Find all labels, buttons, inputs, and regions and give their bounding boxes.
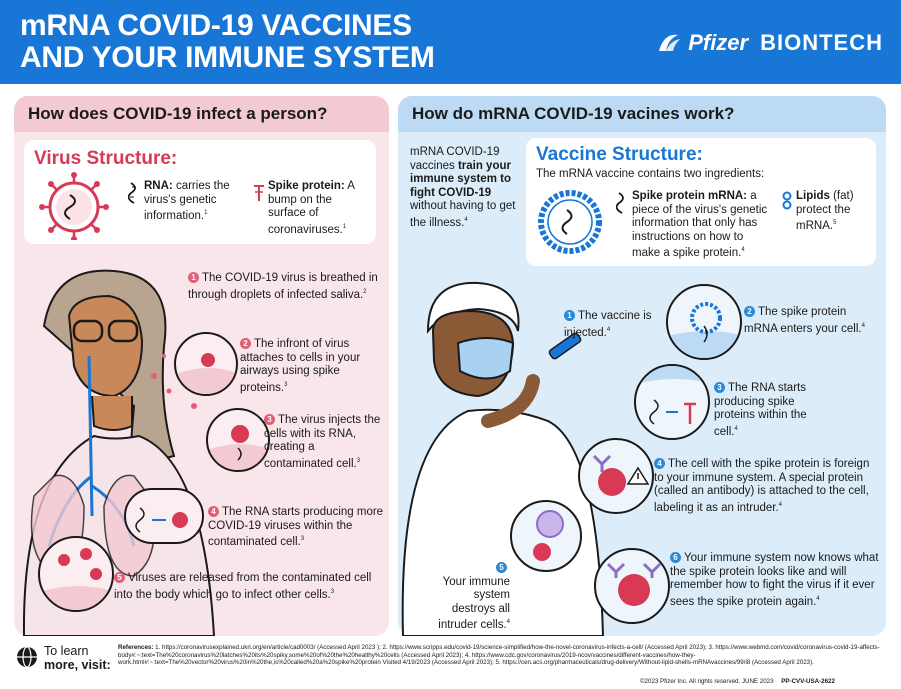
spike-production-circle	[634, 364, 710, 440]
infection-step-2	[240, 338, 390, 395]
step-sup: 4	[606, 326, 611, 333]
step-sup: 3	[284, 381, 288, 388]
step-sup: 4	[778, 501, 783, 508]
vaccine-step-2	[744, 306, 874, 336]
rna-sup: 1	[204, 210, 208, 216]
virus-structure-title: Virus Structure:	[34, 148, 178, 169]
immune-memory-circle	[594, 548, 670, 624]
infection-step-4	[208, 506, 384, 549]
rna-icon	[128, 182, 140, 204]
copyright-text: ©2023 Pfizer Inc. All rights reserved. JUNE 2023	[640, 678, 774, 685]
lipid-label: Lipids	[796, 190, 830, 202]
step-number: 5	[114, 572, 125, 583]
step-text: Viruses are released from the contaminated cell into the body which go to infect other cells.	[114, 572, 372, 601]
step-text: The vaccine is injected.	[564, 310, 652, 339]
step-number: 2	[744, 306, 755, 317]
intro-post: without having to get the illness.	[410, 200, 516, 229]
references-text: 1. https://coronavirusexplained.ukri.org/en/article/cad0003/ (Accessed April 2023 ); 2. https://www.scripps.edu/covid-19/science-simplified/how-the-novel-coronavirus-infects-a-cell/ (Accessed April 2023); 3. https://www.webmd.com/covid/coronavirus-covid-19-affects-body#:~:text=The%20coronavirus%20latches%20its%20spiky,some%20of%20the%20healthy%20cells (Accessed April 2023); 4. https://www.cdc.gov/coronavirus/2019-ncov/vaccines/different-vaccines/how-they-work.html#:~:text=The%20vector%20virus%20in%20the,is%20called%20a%20spike%20protein Visited 4/19/2023 (Accessed April 2023); 5. https://cen.acs.org/pharmaceuticals/drug-delivery/Without-lipid-shells-mRNAvaccines/99/i8 (Accessed April 2023).	[118, 644, 880, 667]
vaccine-step-1	[564, 310, 654, 340]
antibody-warning-icon	[580, 440, 654, 514]
globe-icon	[16, 646, 38, 668]
vaccine-step-4	[654, 458, 880, 515]
rna-text: carries the virus's genetic information.	[144, 180, 230, 222]
step-sup: 3	[330, 588, 335, 595]
step-number: 6	[670, 552, 681, 563]
vaccine-structure-card	[526, 138, 876, 266]
vaccine-step-5	[428, 562, 510, 632]
step-text: Your immune system now knows what the spike protein looks like and will remember how to fight the virus if it ever sees the spike protein again.	[670, 552, 879, 608]
copyright	[640, 678, 835, 686]
step-text: The cell with the spike protein is foreign to your immune system. A special protein (called an antibody) is attached to the cell, labeling it as an intruder.	[654, 458, 870, 514]
mrna-icon	[616, 192, 628, 214]
virus-icon	[34, 170, 114, 240]
vaccine-heading: How do mRNA COVID-19 vacines work?	[398, 96, 886, 132]
vaccine-panel	[398, 96, 886, 636]
lipid-icon	[782, 190, 792, 212]
page-title	[20, 10, 435, 74]
step-sup: 4	[861, 322, 865, 329]
rna-label: RNA:	[144, 180, 173, 192]
step-text: Your immune system destroys all intruder cells.	[438, 575, 510, 631]
step-text: The RNA starts producing more COVID-19 viruses within the contaminated cell.	[208, 506, 384, 548]
step-number: 3	[714, 382, 725, 393]
vaccine-step-3	[714, 382, 824, 439]
vaccine-intro	[410, 146, 522, 230]
intro-bold: train your immune system to fight COVID-19	[410, 159, 511, 199]
document-code: PP-CVV-USA-2622	[781, 678, 835, 685]
step-text: The infront of virus attaches to cells in your airways using spike proteins.	[240, 338, 361, 394]
title-line-2: AND YOUR IMMUNE SYSTEM	[20, 41, 435, 74]
infection-step-3	[264, 414, 384, 471]
lipid-text: (fat) protect the mRNA.	[796, 190, 854, 232]
mrna-description	[632, 190, 768, 260]
step-number: 4	[654, 458, 665, 469]
title-line-1: mRNA COVID-19 VACCINES	[20, 9, 412, 42]
replicate-cell-circle	[124, 488, 204, 544]
vaccine-step-6	[670, 552, 880, 609]
step-sup: 2	[363, 288, 367, 295]
footer	[0, 640, 901, 689]
step-sup: 4	[734, 425, 738, 432]
mrna-enters-circle	[666, 284, 742, 360]
intro-sup: 4	[464, 216, 468, 223]
spike-description	[268, 180, 372, 237]
inject-cell-circle	[206, 408, 270, 472]
infection-step-1	[188, 272, 384, 302]
step-sup: 3	[300, 536, 305, 542]
immune-destroy-circle	[510, 500, 582, 572]
learn-more-label	[44, 644, 111, 672]
rna-description	[144, 180, 244, 223]
lipid-nanoparticle-icon	[534, 186, 606, 258]
virus-inject-icon	[208, 410, 270, 472]
rna-replicate-icon	[126, 490, 204, 544]
references	[118, 644, 888, 667]
step-number: 4	[208, 506, 219, 517]
lipid-description	[796, 190, 872, 233]
mrna-text: a piece of the virus's genetic information that only has instructions on how to make a spike protein.	[632, 190, 768, 259]
vaccine-structure-title: Vaccine Structure:	[536, 144, 703, 165]
infection-panel	[14, 96, 389, 636]
step-text: The spike protein mRNA enters your cell.	[744, 306, 862, 335]
spike-text: A bump on the surface of coronaviruses.	[268, 180, 355, 236]
memory-antibody-icon	[596, 550, 670, 624]
spike-protein-icon	[252, 182, 266, 202]
step-sup: 4	[816, 595, 820, 602]
virus-structure-card	[24, 140, 376, 244]
step-text: The RNA starts producing spike proteins within the cell.	[714, 382, 807, 438]
learn-line-1: To learn	[44, 644, 89, 658]
header-banner	[0, 0, 901, 84]
spike-production-icon	[636, 366, 710, 440]
pfizer-mark-icon	[656, 31, 682, 55]
vaccine-structure-subtitle: The mRNA vaccine contains two ingredients:	[536, 168, 765, 180]
mrna-enter-icon	[668, 286, 742, 360]
step-number: 2	[240, 338, 251, 349]
step-sup: 4	[506, 619, 510, 625]
step-text: The COVID-19 virus is breathed in through droplets of infected saliva.	[188, 272, 378, 301]
antibody-tag-circle	[578, 438, 654, 514]
biontech-logo: BIONTECH	[760, 30, 883, 55]
intro-pre: mRNA COVID-19 vaccines	[410, 146, 500, 172]
spike-sup: 1	[342, 223, 347, 230]
spike-label: Spike protein:	[268, 180, 345, 192]
release-cell-circle	[38, 536, 114, 612]
step-number: 1	[188, 272, 199, 283]
infection-heading: How does COVID-19 infect a person?	[14, 96, 389, 132]
step-sup: 3	[356, 457, 361, 464]
mrna-sup: 4	[741, 247, 745, 253]
airway-cell-circle	[174, 332, 238, 396]
pfizer-logo	[656, 30, 748, 56]
references-label: References:	[118, 644, 154, 651]
step-text: The virus injects the cells with its RNA, creating a contaminated cell.	[264, 414, 381, 470]
infection-step-5	[114, 572, 384, 602]
step-number: 3	[264, 414, 275, 425]
pfizer-logo-text: Pfizer	[688, 30, 749, 55]
lipid-sup: 5	[833, 220, 837, 226]
mrna-label: Spike protein mRNA:	[632, 190, 748, 202]
step-number: 5	[496, 562, 507, 573]
logos	[656, 30, 883, 56]
step-number: 1	[564, 310, 575, 321]
learn-line-2: more, visit:	[44, 658, 111, 672]
